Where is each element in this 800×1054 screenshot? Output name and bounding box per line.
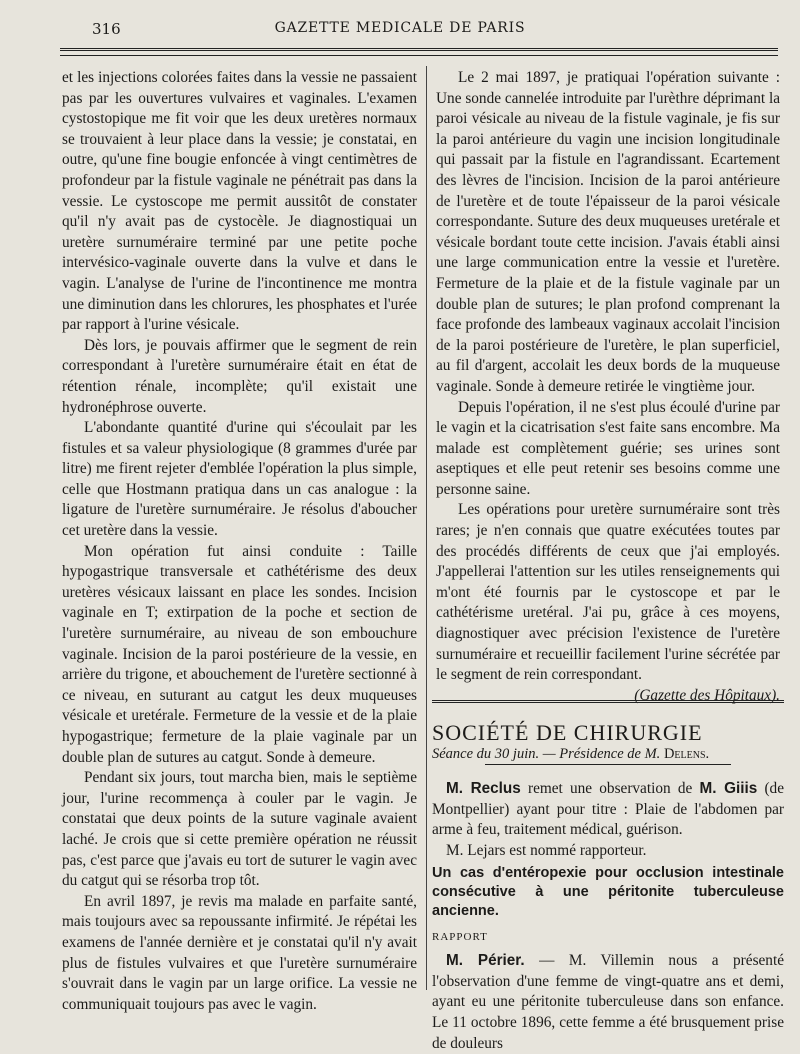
left-column — [62, 68, 417, 1015]
paragraph: Depuis l'opération, il ne s'est plus écoulé d'urine par le vagin et la cicatrisation s'est faite sans encombre. Ma malade est complètement guérie; ses urines sont aseptiques et elle peut retenir ses besoins comme une personne saine. — [436, 398, 780, 498]
paragraph: Le 2 mai 1897, je pratiquai l'opération suivante : Une sonde cannelée introduite par l'urèthre déprimant la paroi vésicale au niveau de la fistule vaginale, je fis sur la paroi antérieure du vagin une incision longitudinale qui passait par la fistule en l'agrandissant. Ecartement des lèvres de l'incision. Incision de la paroi antérieure de l'uretère et de toute l'épaisseur de la paroi vésicale correspondante. Suture des deux muqueuses uretérale et vésicale bordant toute cette incision. J'avais établi ainsi une large communication entre la vessie et l'uretère. Fermeture de la plaie et de la fistule vaginale par un double plan de sutures; le plan profond comprenant la face profonde des lambeaux vaginaux accolait l'incision de la paroi postérieure de l'uretère, le plan superficiel, au fil d'argent, accolait les deux bords de la muqueuse vaginale. Sonde à demeure retirée le vingtième jour. — [436, 69, 780, 395]
paragraph-text: (de Montpellier) ayant pour titre : Plaie de l'abdomen par arme à feu, traitement médical, guérison. — [432, 780, 784, 839]
page-header — [0, 16, 800, 40]
right-column — [436, 68, 780, 706]
source-citation: (Gazette des Hôpitaux). — [634, 686, 780, 704]
column-divider — [426, 66, 427, 990]
paragraph-text: — M. Villemin nous a présenté l'observation d'une femme de vingt-quatre ans et demi, ayant eu une péritonite tuberculeuse dans son enfance. Le 11 octobre 1896, cette femme a été brusquement prise de douleurs — [432, 952, 784, 1052]
section-rule — [432, 700, 784, 705]
paragraph: En avril 1897, je revis ma malade en parfaite santé, mais toujours avec sa repoussante infirmité. Je répétai les examens de l'année dernière et je constatai qu'il n'y avait plus de fistules vulvaires et que l'uretère surnuméraire s'ouvrait dans le vagin par un large orifice. La vessie ne communiquait toujours pas avec le vagin. — [62, 892, 417, 1013]
article-heading: Un cas d'entéropexie pour occlusion intestinale consécutive à une péritonite tuberculeuse ancienne. — [432, 864, 784, 919]
paragraph — [432, 779, 784, 841]
speaker-name: M. Reclus — [446, 780, 521, 798]
seance-line — [432, 744, 784, 765]
paragraph: Pendant six jours, tout marcha bien, mais le septième jour, l'urine recommença à couler par le vagin. Je constatai que deux points de la suture vaginale avaient laché. Je crois que si cette première opération ne réussit pas, c'est parce que j'avais eu tort de suturer le vagin avec du catgut qui se résorba trop tôt. — [62, 769, 417, 890]
rapport-label: RAPPORT — [432, 930, 488, 943]
paragraph: et les injections colorées faites dans la vessie ne passaient pas par les ouvertures vulvaires et vaginales. L'examen cystostopique me fit voir que les deux uretères normaux se trouvaient à leur place dans la vessie; je constatai, en outre, qu'une fine bougie enfoncée à vingt centimètres de profondeur par la fistule vaginale ne pénétrait pas dans la vessie. Le cystoscope me permit aussitôt de constater qu'il n'y avait pas de cystocèle. Je diagnostiquai un uretère surnuméraire terminé par une petite poche intervésico-vaginale ouverte dans la vulve et dans le vagin. L'analyse de l'urine de l'incontinence me montra une diminution dans les chlorures, les phosphates et l'urée par rapport à l'urine vésicale. — [62, 69, 417, 334]
paragraph: Dès lors, je pouvais affirmer que le segment de rein correspondant à l'uretère surnuméraire était en état de rétention rénale, incomplète; qu'il existait une hydronéphrose ouverte. — [62, 336, 417, 416]
paragraph: Mon opération fut ainsi conduite : Taille hypogastrique transversale et cathétérisme des deux uretères vésicaux laissant en place les sondes. Incision vaginale en T; extirpation de la poche et section de l'uretère surnuméraire, au niveau de son embouchure vaginale. Incision de la paroi postérieure de la vessie, en arrière du trigone, et abouchement de l'uretère sectionné à ce niveau, en suturant au catgut les deux muqueuses vésicale et uretérale. Fermeture de la vessie et de la plaie hypogastrique; fermeture de la plaie vaginale par un double plan de sutures au catgut. Sonde à demeure. — [62, 542, 417, 766]
speaker-name: M. Périer. — [446, 952, 525, 970]
section-title: SOCIÉTÉ DE CHIRURGIE — [432, 720, 703, 745]
header-rule — [60, 48, 778, 56]
page-number: 316 — [92, 20, 121, 38]
paragraph: L'abondante quantité d'urine qui s'écoulait par les fistules et sa valeur physiologique (8 grammes d'urée par litre) me firent rejeter d'emblée l'opération la plus simple, celle que Hostmann pratiqua dans un cas analogue : la ligature de l'uretère surnuméraire. Je résolus d'aboucher cet uretère dans la vessie. — [62, 419, 417, 540]
running-title: GAZETTE MEDICALE DE PARIS — [274, 20, 526, 36]
seance-text: Séance du 30 juin. — Présidence de M. — [432, 745, 661, 762]
president-name: Delens. — [663, 745, 710, 762]
societe-section — [432, 700, 784, 1054]
paragraph-text: remet une observation de — [520, 780, 700, 798]
paragraph: M. Lejars est nommé rapporteur. — [446, 841, 647, 859]
speaker-name: M. Giiis — [699, 780, 758, 798]
paragraph — [432, 951, 784, 1054]
paragraph: Les opérations pour uretère surnuméraire sont très rares; je n'en connais que quatre exécutées toutes par des procédés différents de ceux que j'ai employés. J'appellerai l'attention sur les utiles renseignements qui m'ont été fournis par le cystoscope et par le cathétérisme uretéral. J'ai pu, grâce à ces moyens, diagnostiquer avec précision l'existence de l'uretère surnuméraire et recueillir facilement l'urine sécrétée par le segment de rein correspondant. — [436, 501, 780, 684]
section-thin-rule — [485, 764, 731, 765]
